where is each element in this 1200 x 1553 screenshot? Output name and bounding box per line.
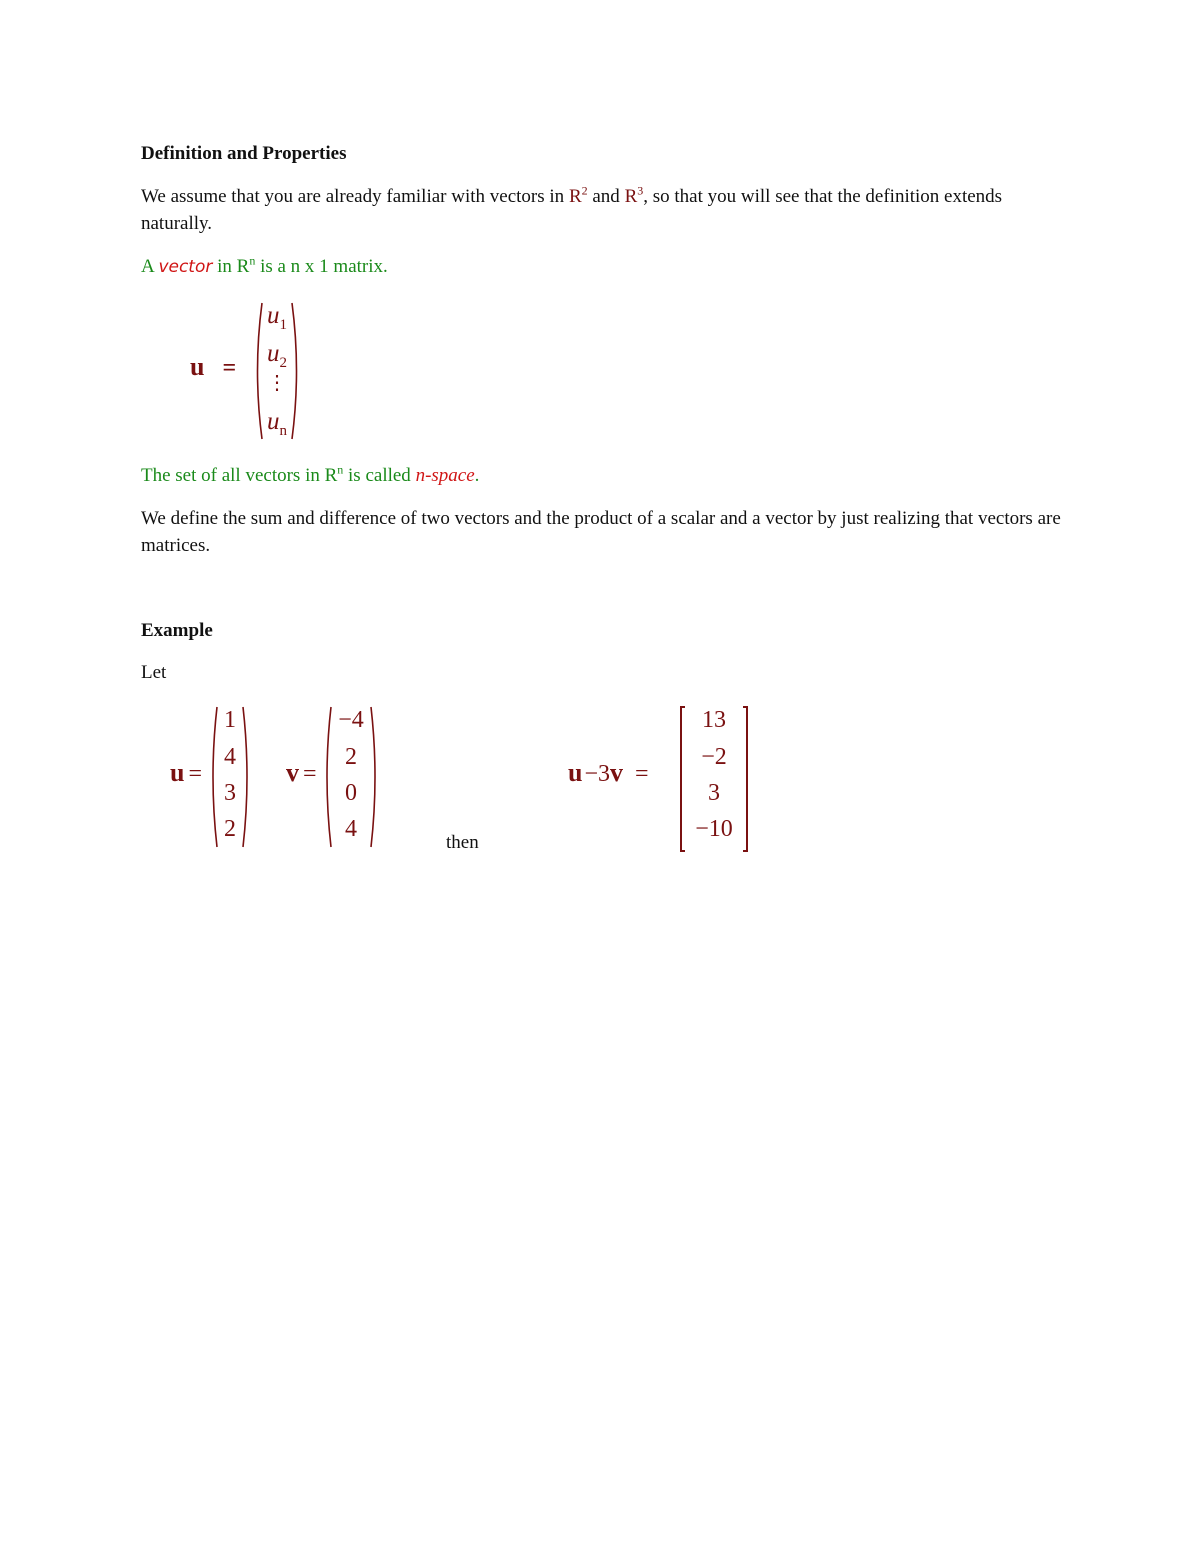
u-entry-n-sub: n (279, 423, 287, 439)
r-letter: R (624, 186, 638, 207)
result-v-label: v (610, 758, 624, 787)
result-value-2: −2 (701, 744, 727, 770)
intro-paragraph (141, 183, 1061, 237)
example-title: Example (141, 620, 213, 641)
result-equation (568, 758, 649, 788)
u-symbolic-equation (190, 352, 236, 382)
u-entry-dots: ⋮ (267, 372, 287, 394)
r-letter: R (568, 186, 582, 207)
u-example-equation (170, 758, 202, 788)
def-n-exponent: n (249, 253, 256, 268)
v-value-4: 4 (345, 816, 357, 842)
u-value-2: 4 (224, 744, 236, 770)
v-example-matrix (322, 704, 380, 850)
then-text: then (446, 832, 479, 853)
result-equals: = (635, 761, 649, 787)
n-space-definition (141, 462, 1061, 489)
equals-sign: = (222, 355, 237, 381)
set-text-end: . (474, 465, 480, 486)
u-value-4: 2 (224, 816, 236, 842)
u-example-matrix (208, 704, 252, 850)
u-entry-1 (262, 302, 292, 334)
def-in: in R (212, 256, 250, 277)
u-entry-1-var: u (267, 302, 280, 329)
u-entry-2 (262, 340, 292, 372)
intro-text: We assume that you are already familiar with vectors in (141, 186, 569, 207)
u-example-label: u (170, 758, 185, 787)
result-operator: −3 (584, 761, 611, 787)
def-vector-term: vector (158, 257, 213, 277)
n-space-term: n-space (415, 465, 475, 486)
v-value-2: 2 (345, 744, 357, 770)
u-label: u (190, 352, 205, 381)
u-value-1: 1 (224, 707, 236, 733)
intro-text-end: , so that you will see that the definition extends naturally. (141, 186, 1003, 234)
u-entry-1-sub: 1 (279, 317, 287, 333)
exponent-2: 2 (581, 183, 588, 198)
operations-paragraph: We define the sum and difference of two vectors and the product of a scalar and a vector by just realizing that vectors are matrices. (141, 508, 1061, 556)
def-a: A (141, 256, 159, 277)
v-example-equation (286, 758, 317, 788)
result-value-3: 3 (708, 780, 720, 806)
and-text: and (587, 186, 625, 207)
v-example-equals: = (303, 761, 317, 787)
let-text: Let (141, 662, 167, 683)
r3-symbol (624, 183, 644, 207)
r2-symbol (568, 183, 588, 207)
u-value-3: 3 (224, 780, 236, 806)
set-text-b: is called (343, 465, 416, 486)
v-value-1: −4 (338, 707, 364, 733)
vector-definition (141, 253, 1061, 281)
u-symbolic-matrix (252, 300, 302, 442)
v-example-label: v (286, 758, 299, 787)
u-entry-n (262, 408, 292, 440)
exponent-3: 3 (637, 183, 644, 198)
u-entry-2-sub: 2 (279, 355, 287, 371)
set-n-exponent: n (337, 462, 344, 477)
result-value-1: 13 (702, 707, 726, 733)
result-value-4: −10 (695, 816, 733, 842)
u-entry-n-var: u (267, 408, 280, 435)
result-matrix (676, 704, 752, 854)
u-entry-2-var: u (267, 340, 280, 367)
result-u-label: u (568, 758, 583, 787)
set-text-a: The set of all vectors in R (141, 465, 338, 486)
u-example-equals: = (188, 761, 203, 787)
def-rest: is a n x 1 matrix. (255, 256, 388, 277)
section-title: Definition and Properties (141, 143, 347, 164)
v-value-3: 0 (345, 780, 357, 806)
